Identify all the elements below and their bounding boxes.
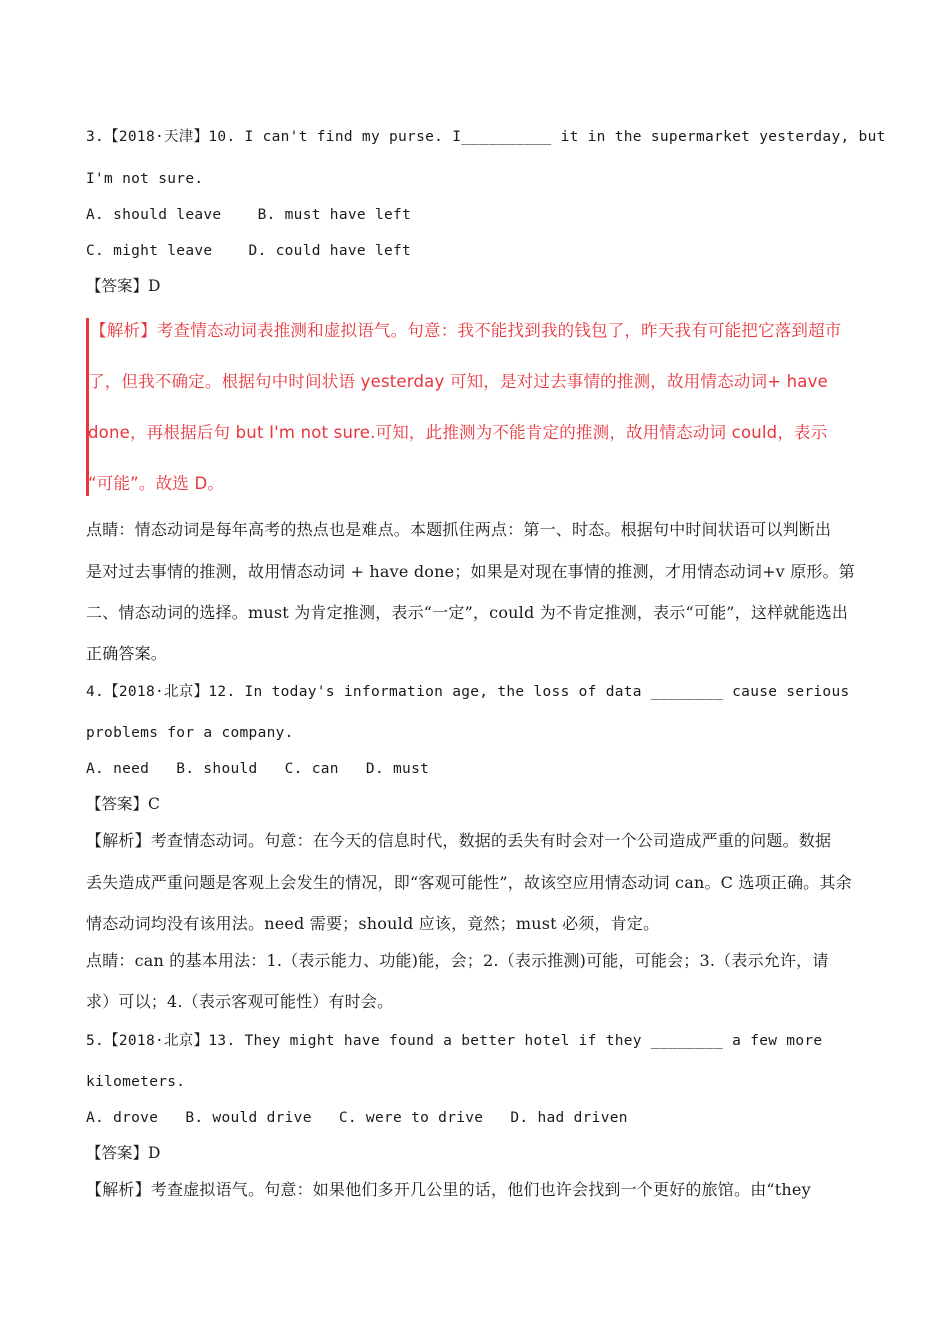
- q3-tip-line4: 正确答案。: [86, 644, 168, 663]
- q3-analysis-line3: done，再根据后句 but I'm not sure.可知，此推测为不能肯定的推测，故用情态动词 could，表示: [88, 423, 828, 442]
- q3-analysis-line1: 【解析】考查情态动词表推测和虚拟语气。句意：我不能找到我的钱包了，昨天我有可能把它落到超市: [90, 321, 842, 340]
- q3-analysis-line4: “可能”。故选 D。: [88, 474, 225, 493]
- q4-stem-line1: 4.【2018·北京】12. In today's information age, the loss of data ________ cause serious: [86, 684, 850, 700]
- q4-answer: 【答案】C: [86, 795, 160, 813]
- q5-answer: 【答案】D: [86, 1144, 161, 1162]
- q4-analysis-line2: 丢失造成严重问题是客观上会发生的情况，即“客观可能性”，故该空应用情态动词 can。C 选项正确。其余: [86, 873, 852, 892]
- analysis-highlight-bar: [86, 318, 89, 496]
- q3-options-line2: C. might leave D. could have left: [86, 243, 412, 259]
- q3-analysis-line2: 了，但我不确定。根据句中时间状语 yesterday 可知，是对过去事情的推测，故用情态动词+ have: [88, 372, 828, 391]
- q5-analysis-line1: 【解析】考查虚拟语气。句意：如果他们多开几公里的话，他们也许会找到一个更好的旅馆。由“they: [86, 1180, 811, 1199]
- q4-options-line1: A. need B. should C. can D. must: [86, 761, 430, 777]
- q5-stem-line2: kilometers.: [86, 1074, 186, 1090]
- q3-tip-line1: 点睛：情态动词是每年高考的热点也是难点。本题抓住两点：第一、时态。根据句中时间状语可以判断出: [86, 520, 832, 539]
- q3-stem-line2: I'm not sure.: [86, 171, 204, 187]
- q3-answer: 【答案】D: [86, 277, 161, 295]
- q3-tip-line3: 二、情态动词的选择。must 为肯定推测，表示“一定”，could 为不肯定推测，表示“可能”，这样就能选出: [86, 603, 849, 622]
- q4-analysis-line3: 情态动词均没有该用法。need 需要；should 应该，竟然；must 必须，肯定。: [86, 914, 660, 933]
- q5-options-line1: A. drove B. would drive C. were to drive D. had driven: [86, 1110, 628, 1126]
- q4-stem-line2: problems for a company.: [86, 725, 294, 741]
- q4-analysis-line1: 【解析】考查情态动词。句意：在今天的信息时代，数据的丢失有时会对一个公司造成严重的问题。数据: [86, 831, 832, 850]
- q5-stem-line1: 5.【2018·北京】13. They might have found a better hotel if they ________ a few more: [86, 1033, 823, 1049]
- q4-tip-line1: 点睛：can 的基本用法：1.（表示能力、功能)能，会；2.（表示推测)可能，可能会；3.（表示允许，请: [86, 951, 829, 970]
- q3-options-line1: A. should leave B. must have left: [86, 207, 412, 223]
- q3-stem-line1: 3.【2018·天津】10. I can't find my purse. I__________ it in the supermarket yesterday, but: [86, 129, 886, 145]
- q4-tip-line2: 求）可以；4.（表示客观可能性）有时会。: [86, 992, 394, 1011]
- q3-tip-line2: 是对过去事情的推测，故用情态动词 + have done；如果是对现在事情的推测，才用情态动词+v 原形。第: [86, 562, 855, 581]
